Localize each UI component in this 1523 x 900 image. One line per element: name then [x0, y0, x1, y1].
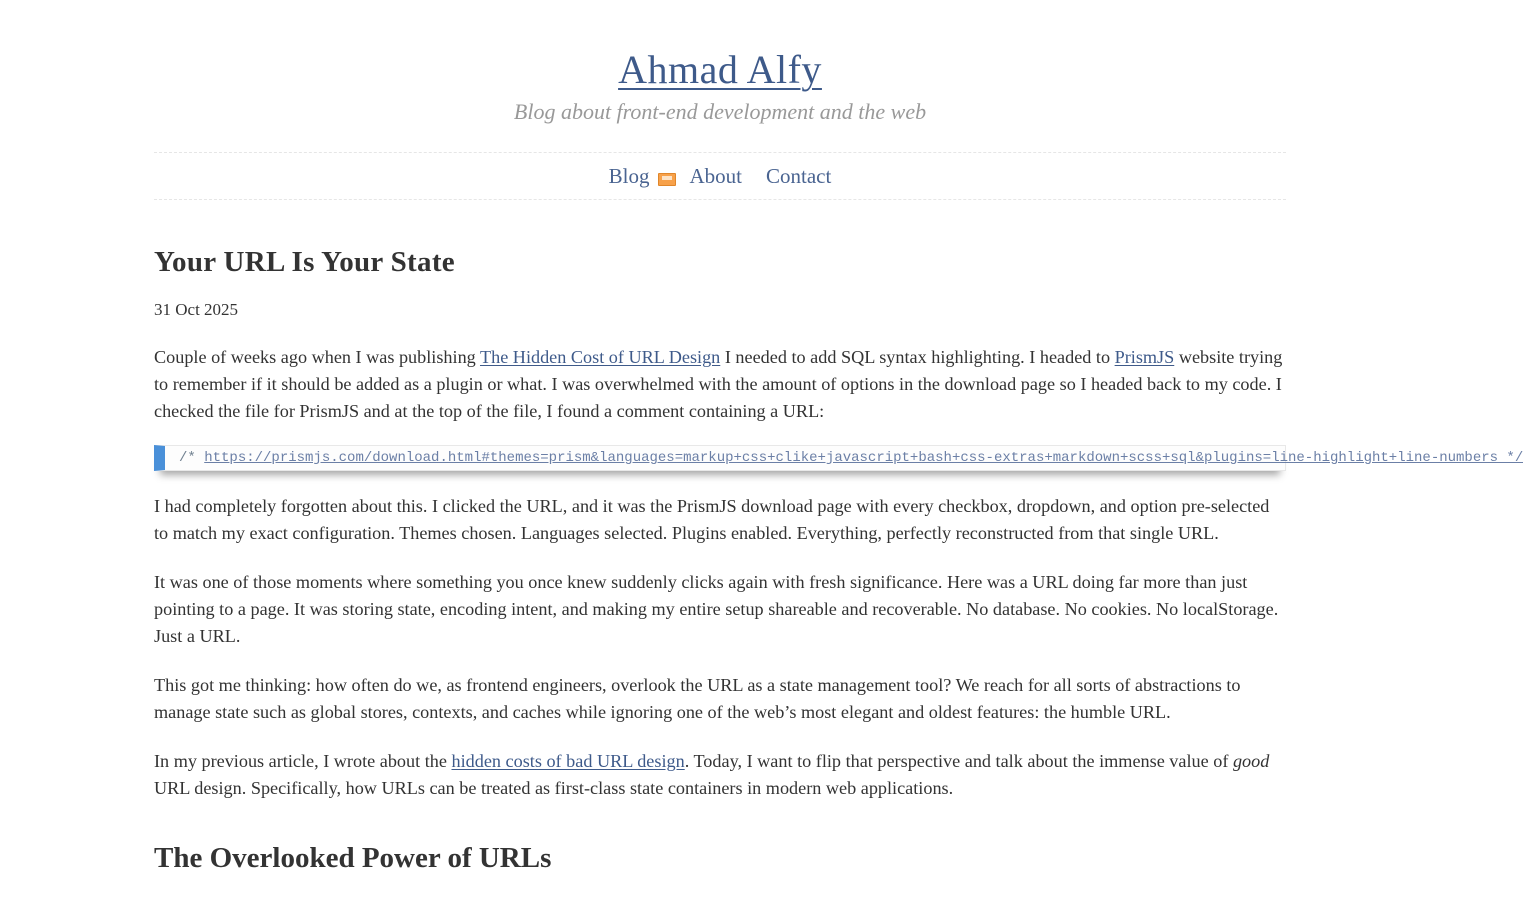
prism-config-url-link[interactable]: https://prismjs.com/download.html#themes=prism&languages=markup+css+clike+javascript+bash+css-extras+markdown+scss+sql&plugins=line-highlight+line-numbers */ [204, 450, 1523, 466]
post-title: Your URL Is Your State [154, 246, 455, 278]
paragraph-text: URL design. Specifically, how URLs can be treated as first-class state containers in modern web applications. [154, 778, 954, 798]
code-line [165, 446, 1523, 470]
post-date: 31 Oct 2025 [154, 300, 239, 319]
paragraph-text: I needed to add SQL syntax highlighting. I headed to [720, 347, 1115, 367]
paragraph-intro [154, 344, 1286, 425]
site-tagline: Blog about front-end development and the web [513, 99, 927, 124]
emphasis-good: good [1232, 751, 1270, 771]
rss-icon[interactable] [658, 173, 676, 186]
section-heading: The Overlooked Power of URLs [154, 842, 552, 874]
paragraph-forgotten: I had completely forgotten about this. I clicked the URL, and it was the PrismJS download page with every checkbox, dropdown, and option pre-selected to match my exact configuration. Themes chosen. Languages selected. Plugins enabled. Everything, perfectly reconstructed from that single URL. [154, 496, 1270, 543]
site-title-link[interactable]: Ahmad Alfy [618, 47, 822, 92]
paragraph-moment: It was one of those moments where something you once knew suddenly clicks again with fresh significance. Here was a URL doing far more than just pointing to a page. It was storing state, encoding intent, and making my entire setup shareable and recoverable. No database. No cookies. No localStorage. Just a URL. [154, 572, 1279, 646]
nav-about-link[interactable]: About [689, 163, 742, 188]
code-block[interactable] [154, 445, 1523, 471]
main-nav [154, 152, 1286, 200]
paragraph-text: Couple of weeks ago when I was publishing [154, 347, 480, 367]
page-wrapper [154, 0, 1523, 876]
paragraph-text: . Today, I want to flip that perspective and talk about the immense value of [684, 751, 1233, 771]
hidden-cost-article-link[interactable]: The Hidden Cost of URL Design [479, 347, 721, 367]
paragraph-thinking: This got me thinking: how often do we, as frontend engineers, overlook the URL as a state management tool? We reach for all sorts of abstractions to manage state such as global stores, contexts, and caches while ignoring one of the web’s most elegant and oldest features: the humble URL. [154, 675, 1241, 722]
nav-blog-link[interactable]: Blog [608, 163, 650, 188]
paragraph-text: website trying to remember if it should be added as a plugin or what. I was overwhelmed with the amount of options in the download page so I headed back to my code. I checked the file for PrismJS and at the top of the file, I found a comment containing a URL: [154, 347, 1283, 421]
prismjs-link[interactable]: PrismJS [1114, 347, 1175, 367]
nav-contact-link[interactable]: Contact [766, 163, 832, 188]
hidden-costs-link[interactable]: hidden costs of bad URL design [451, 751, 685, 771]
paragraph-previous-article [154, 748, 1286, 802]
post-article [154, 244, 1523, 876]
code-comment-open: /* [179, 450, 205, 466]
paragraph-text: In my previous article, I wrote about the [154, 751, 452, 771]
site-header [154, 0, 1286, 126]
